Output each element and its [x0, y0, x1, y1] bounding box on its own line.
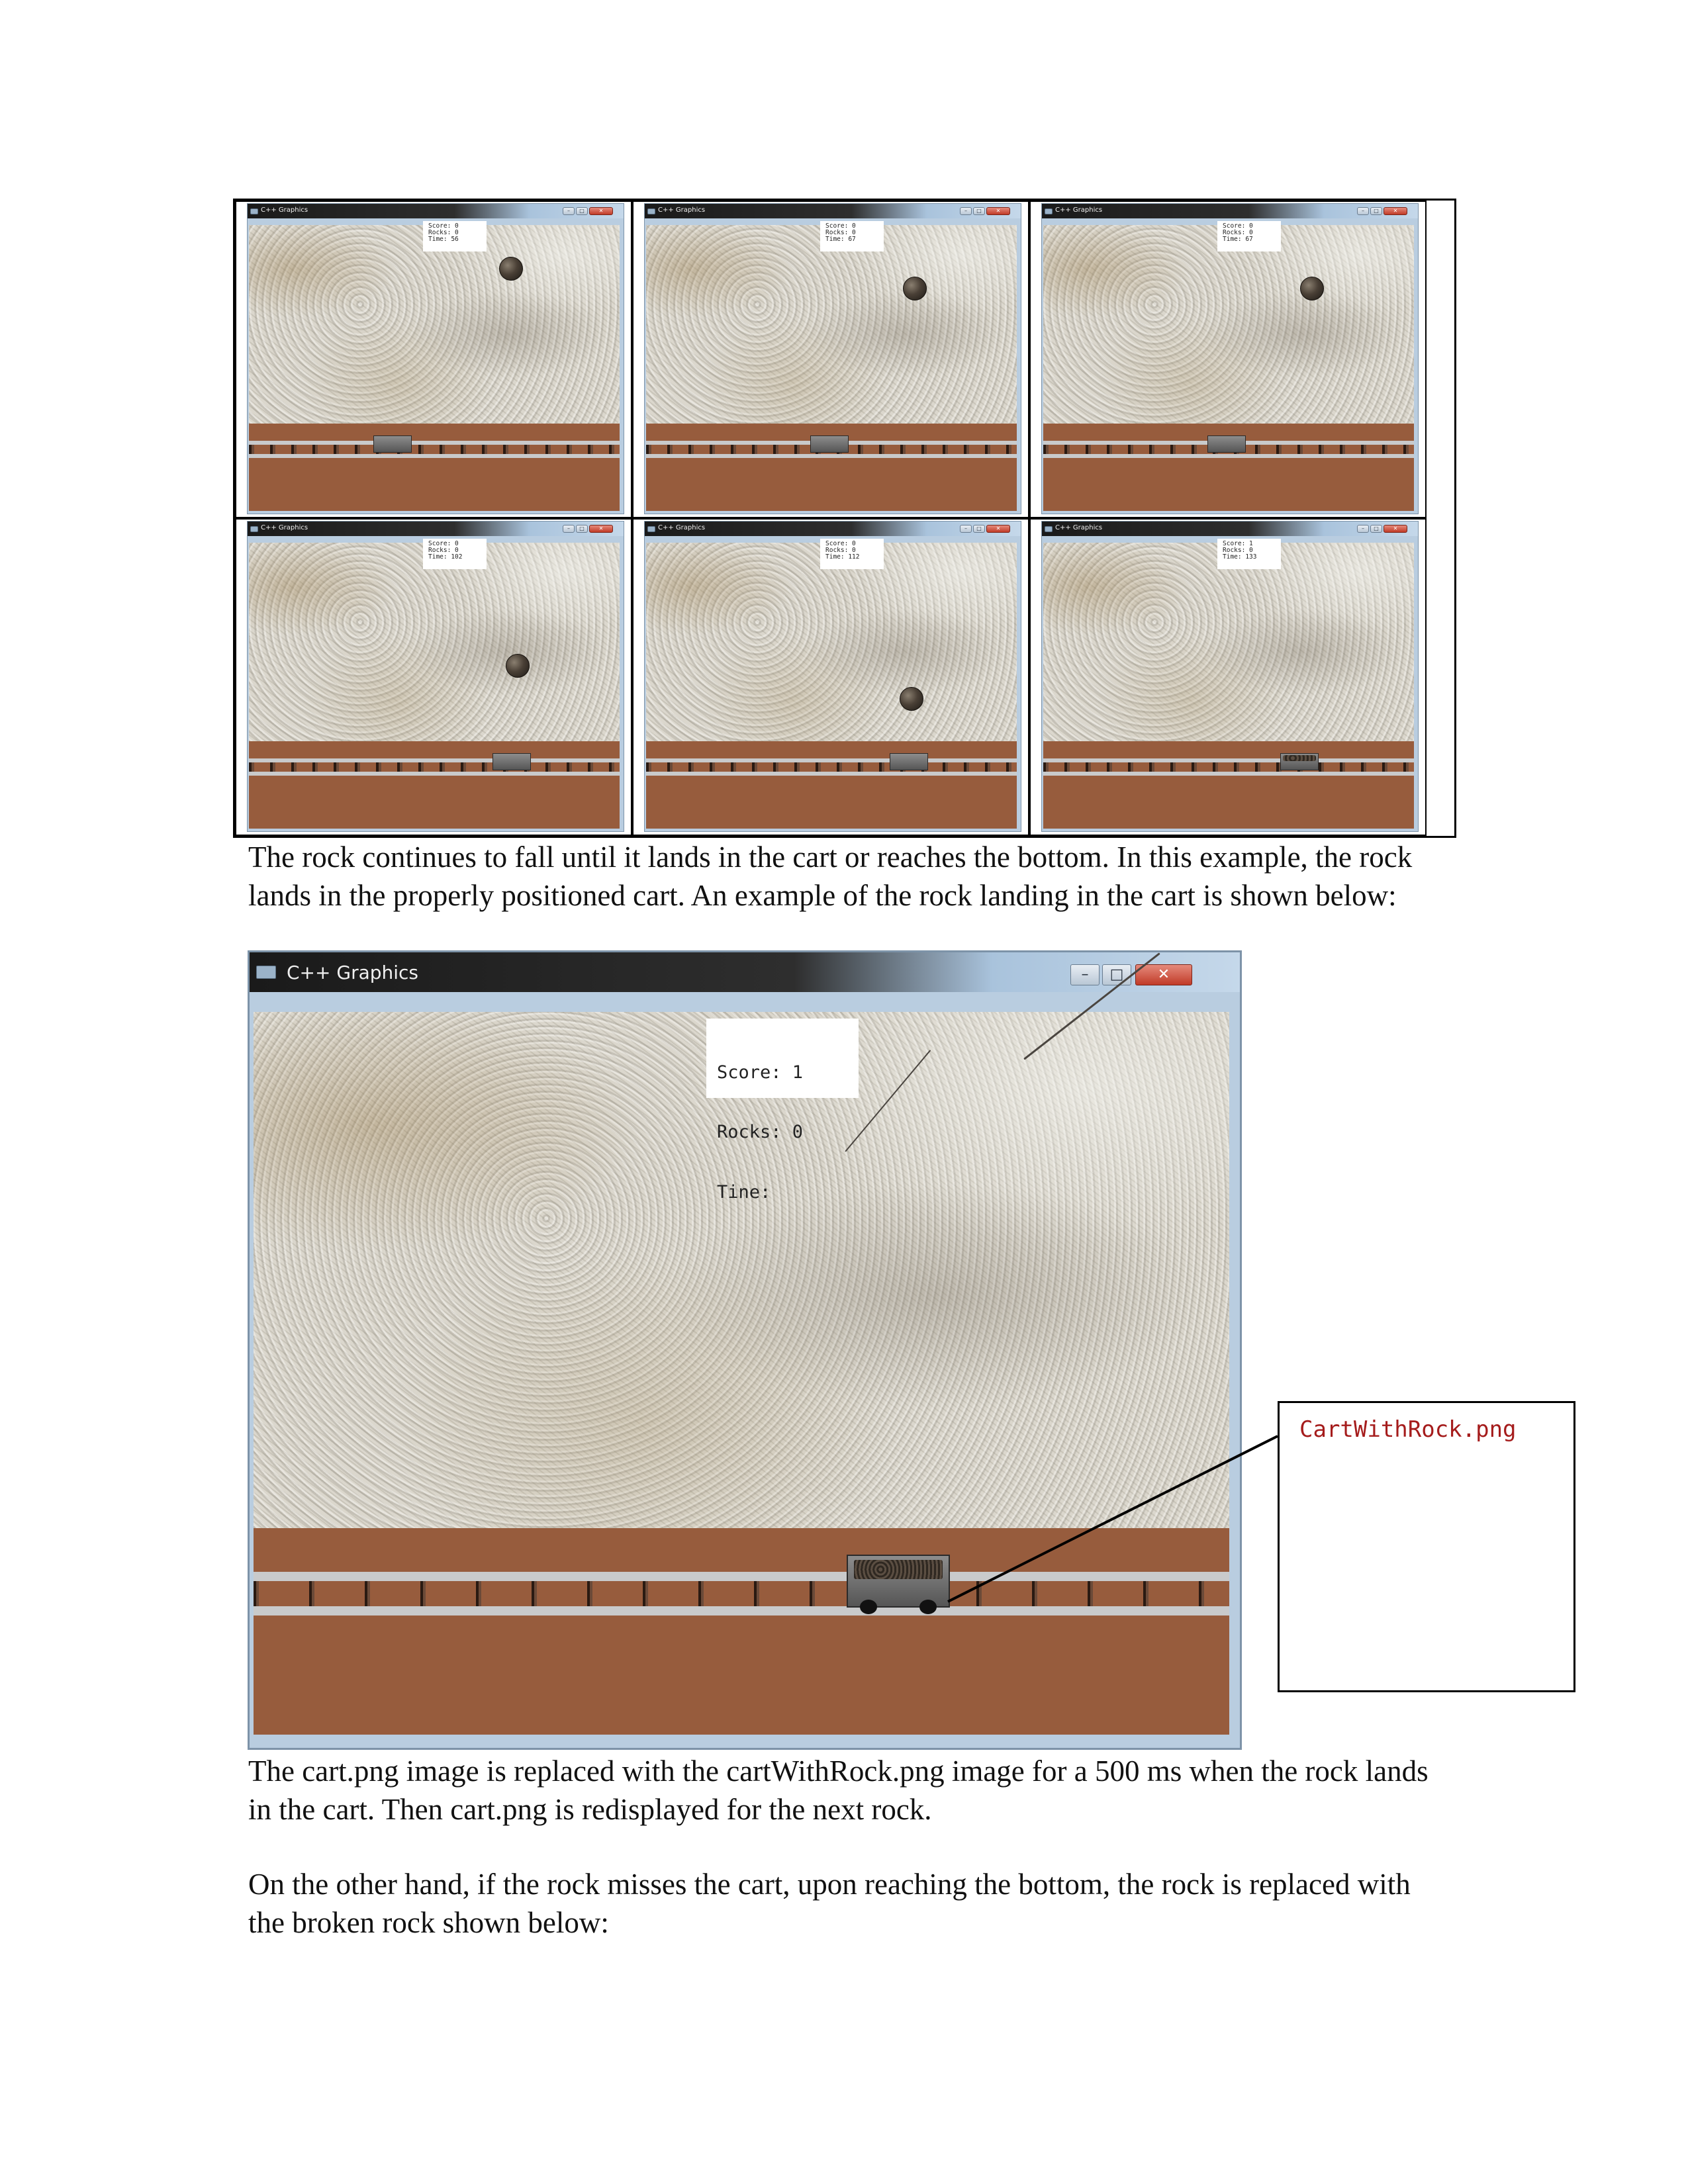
maximize-icon: □: [1109, 966, 1124, 983]
maximize-icon: □: [1374, 208, 1379, 214]
cart: [373, 435, 412, 453]
ground-bottom: [249, 776, 620, 829]
score-panel: [820, 221, 884, 251]
close-icon: ✕: [996, 208, 1001, 214]
minimize-button[interactable]: [1357, 207, 1369, 215]
close-button[interactable]: [1383, 525, 1407, 533]
minimize-button[interactable]: [1357, 525, 1369, 533]
thumbnail-game-window: [247, 521, 624, 832]
app-icon: [1045, 526, 1053, 532]
main-game-window: [248, 950, 1242, 1750]
window-titlebar[interactable]: [645, 522, 1021, 536]
minimize-icon: –: [567, 525, 570, 531]
time-text: Time: 102: [428, 553, 463, 561]
maximize-button[interactable]: [973, 207, 985, 215]
falling-rock: [903, 277, 927, 300]
window-titlebar[interactable]: [1042, 522, 1418, 536]
stone-wall-background: [1043, 540, 1414, 741]
window-titlebar[interactable]: [1042, 204, 1418, 218]
close-button[interactable]: [589, 525, 613, 533]
ground-bottom: [1043, 776, 1414, 829]
ground-strip: [646, 741, 1017, 758]
paragraph-rock-falls: The rock continues to fall until it lands in the cart or reaches the bottom. In this example, the rock lands in the properly positioned cart. An example of the rock landing in the cart is shown below:: [248, 841, 1413, 912]
score-text: Score: 0: [1223, 222, 1253, 230]
ground-bottom: [254, 1615, 1229, 1735]
close-button[interactable]: [1135, 964, 1192, 985]
cart: [810, 435, 849, 453]
close-icon: ✕: [1393, 208, 1398, 214]
ground-strip: [249, 741, 620, 758]
app-icon: [647, 526, 655, 532]
callout-label: CartWithRock.png: [1299, 1416, 1517, 1443]
ground-strip: [249, 424, 620, 441]
stone-wall-background: [1043, 222, 1414, 424]
score-text: Score: 0: [428, 540, 459, 547]
rocks-text: Rocks: 0: [1223, 546, 1253, 554]
maximize-button[interactable]: [576, 207, 588, 215]
cart: [890, 753, 928, 770]
thumbnail-cell: [1029, 201, 1427, 518]
rail-sleepers: [249, 762, 620, 772]
time-text: Tine:: [717, 1181, 771, 1203]
maximize-icon: □: [579, 208, 585, 214]
ground-bottom: [646, 458, 1017, 511]
close-icon: ✕: [598, 208, 604, 214]
rock-pile: [1283, 755, 1315, 761]
minimize-icon: –: [964, 208, 967, 214]
score-text: Score: 0: [825, 222, 856, 230]
window-title: C++ Graphics: [261, 524, 308, 531]
stone-wall-background: [249, 222, 620, 424]
close-button[interactable]: [986, 207, 1010, 215]
cart-with-rock: [847, 1555, 950, 1608]
maximize-button[interactable]: [1102, 964, 1131, 985]
score-panel: [1217, 221, 1281, 251]
falling-rock: [1300, 277, 1324, 300]
thumbnail-game-window: [644, 521, 1021, 832]
rocks-text: Rocks: 0: [428, 546, 459, 554]
score-panel: [820, 539, 884, 569]
score-text: Score: 1: [717, 1062, 804, 1083]
window-titlebar[interactable]: [248, 522, 624, 536]
time-text: Time: 112: [825, 553, 860, 561]
close-button[interactable]: [589, 207, 613, 215]
falling-rock: [499, 257, 523, 281]
stone-wall-background: [646, 540, 1017, 741]
minimize-icon: –: [1362, 208, 1364, 214]
score-panel: [423, 539, 487, 569]
maximize-button[interactable]: [576, 525, 588, 533]
score-panel: [706, 1019, 859, 1203]
close-icon: ✕: [1393, 525, 1398, 531]
close-icon: ✕: [1157, 966, 1170, 983]
thumbnail-game-window: [1041, 521, 1419, 832]
rocks-text: Rocks: 0: [717, 1122, 804, 1143]
rail-top: [254, 1572, 1229, 1581]
cart-with-rock: [1280, 753, 1319, 770]
cart: [492, 753, 531, 770]
window-titlebar[interactable]: [250, 952, 1240, 992]
window-title: C++ Graphics: [1055, 206, 1103, 214]
maximize-button[interactable]: [1370, 525, 1382, 533]
time-text: Time: 67: [825, 235, 856, 243]
rocks-text: Rocks: 0: [825, 228, 856, 236]
cart: [1207, 435, 1246, 453]
app-icon: [250, 208, 258, 214]
ground-bottom: [249, 458, 620, 511]
app-icon: [256, 966, 276, 979]
cart-wheel: [860, 1600, 877, 1614]
time-text: Time: 56: [428, 235, 459, 243]
minimize-button[interactable]: [1070, 964, 1100, 985]
close-icon: ✕: [996, 525, 1001, 531]
maximize-icon: □: [579, 525, 585, 531]
score-panel: [423, 221, 487, 251]
ground-strip: [1043, 741, 1414, 758]
score-panel: [1217, 539, 1281, 569]
close-icon: ✕: [598, 525, 604, 531]
window-title: C++ Graphics: [287, 962, 419, 983]
window-title: C++ Graphics: [658, 206, 706, 214]
window-titlebar[interactable]: [645, 204, 1021, 218]
thumbnail-cell: [632, 201, 1029, 518]
window-title: C++ Graphics: [1055, 524, 1103, 531]
rocks-text: Rocks: 0: [428, 228, 459, 236]
rail-sleepers: [646, 762, 1017, 772]
rail-sleepers: [1043, 762, 1414, 772]
maximize-icon: □: [976, 525, 982, 531]
minimize-button[interactable]: [563, 525, 575, 533]
score-text: Score: 0: [825, 540, 856, 547]
window-titlebar[interactable]: [248, 204, 624, 218]
score-text: Score: 0: [428, 222, 459, 230]
thumbnail-cell: [235, 518, 632, 836]
time-text: Time: 67: [1223, 235, 1253, 243]
time-text: Time: 133: [1223, 553, 1257, 561]
ground-bottom: [1043, 458, 1414, 511]
minimize-icon: –: [964, 525, 967, 531]
ground-strip: [254, 1528, 1229, 1572]
minimize-button[interactable]: [960, 525, 972, 533]
minimize-button[interactable]: [960, 207, 972, 215]
maximize-button[interactable]: [1370, 207, 1382, 215]
minimize-icon: –: [1362, 525, 1364, 531]
rail-sleepers: [249, 445, 620, 454]
close-button[interactable]: [1383, 207, 1407, 215]
minimize-icon: –: [567, 208, 570, 214]
thumbnail-cell: [235, 201, 632, 518]
callout-box: [1278, 1401, 1575, 1692]
thumbnail-cell: [1029, 518, 1427, 836]
minimize-button[interactable]: [563, 207, 575, 215]
stone-wall-background: [646, 222, 1017, 424]
minimize-icon: –: [1081, 966, 1089, 983]
screenshot-grid: [233, 199, 1456, 838]
close-button[interactable]: [986, 525, 1010, 533]
paragraph-cart-replaced: The cart.png image is replaced with the cartWithRock.png image for a 500 ms when the rock lands in the cart. Then cart.png is redisplayed for the next rock.: [248, 1754, 1429, 1826]
falling-rock: [506, 654, 530, 678]
maximize-icon: □: [976, 208, 982, 214]
rock-pile: [854, 1560, 943, 1579]
app-icon: [1045, 208, 1053, 214]
window-title: C++ Graphics: [658, 524, 706, 531]
ground-bottom: [646, 776, 1017, 829]
rail-bottom: [254, 1606, 1229, 1615]
thumbnail-game-window: [247, 203, 624, 514]
thumbnail-game-window: [644, 203, 1021, 514]
window-title: C++ Graphics: [261, 206, 308, 214]
rail-sleepers: [254, 1581, 1229, 1606]
thumbnail-cell: [632, 518, 1029, 836]
app-icon: [250, 526, 258, 532]
rocks-text: Rocks: 0: [825, 546, 856, 554]
maximize-button[interactable]: [973, 525, 985, 533]
rocks-text: Rocks: 0: [1223, 228, 1253, 236]
paragraph-rock-misses: On the other hand, if the rock misses the cart, upon reaching the bottom, the rock is replaced with the broken rock shown below:: [248, 1868, 1411, 1939]
stone-wall-background: [249, 540, 620, 741]
maximize-icon: □: [1374, 525, 1379, 531]
thumbnail-game-window: [1041, 203, 1419, 514]
app-icon: [647, 208, 655, 214]
cart-wheel: [919, 1600, 937, 1614]
score-text: Score: 1: [1223, 540, 1253, 547]
falling-rock: [900, 687, 923, 711]
